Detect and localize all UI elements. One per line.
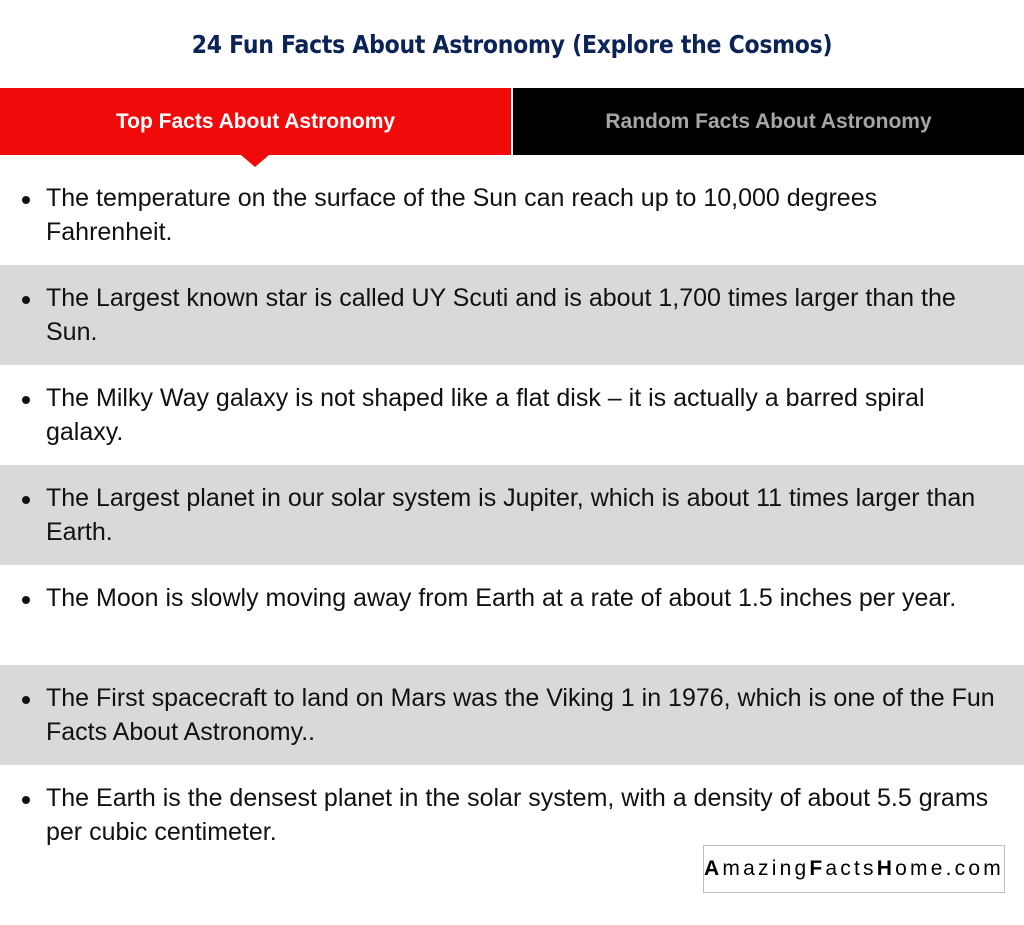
fact-item [0,465,1024,565]
fact-text: The temperature on the surface of the Sun can reach up to 10,000 degrees Fahrenheit. [46,184,878,246]
bullet-icon [22,296,30,304]
page-title: 24 Fun Facts About Astronomy (Explore the Cosmos) [191,30,833,59]
fact-item [0,265,1024,365]
tab-random-facts[interactable] [513,88,1024,155]
facts-list [0,165,1024,865]
fact-item [0,365,1024,465]
fact-text: The Moon is slowly moving away from Earth at a rate of about 1.5 inches per year. [46,584,957,612]
fact-text: The Largest known star is called UY Scuti and is about 1,700 times larger than the Sun. [46,284,956,346]
fact-item [0,165,1024,265]
fact-item [0,665,1024,765]
bullet-icon [22,696,30,704]
bullet-icon [22,196,30,204]
fact-item [0,565,1024,665]
watermark-text: AmazingFactsHome.com [704,857,1004,880]
fact-text: The Milky Way galaxy is not shaped like a flat disk – it is actually a barred spiral galaxy. [46,384,925,446]
tab-bar [0,88,1024,155]
fact-text: The Largest planet in our solar system is Jupiter, which is about 11 times larger than Earth. [46,484,976,546]
bullet-icon [22,796,30,804]
tab-top-facts-label: Top Facts About Astronomy [115,109,396,133]
fact-text: The First spacecraft to land on Mars was the Viking 1 in 1976, which is one of the Fun Facts About Astronomy.. [46,684,995,746]
bullet-icon [22,496,30,504]
fact-text: The Earth is the densest planet in the solar system, with a density of about 5.5 grams per cubic centimeter. [46,784,989,846]
tab-random-facts-label: Random Facts About Astronomy [605,109,932,133]
tab-top-facts[interactable] [0,88,511,155]
bullet-icon [22,596,30,604]
site-watermark [703,845,1005,893]
bullet-icon [22,396,30,404]
